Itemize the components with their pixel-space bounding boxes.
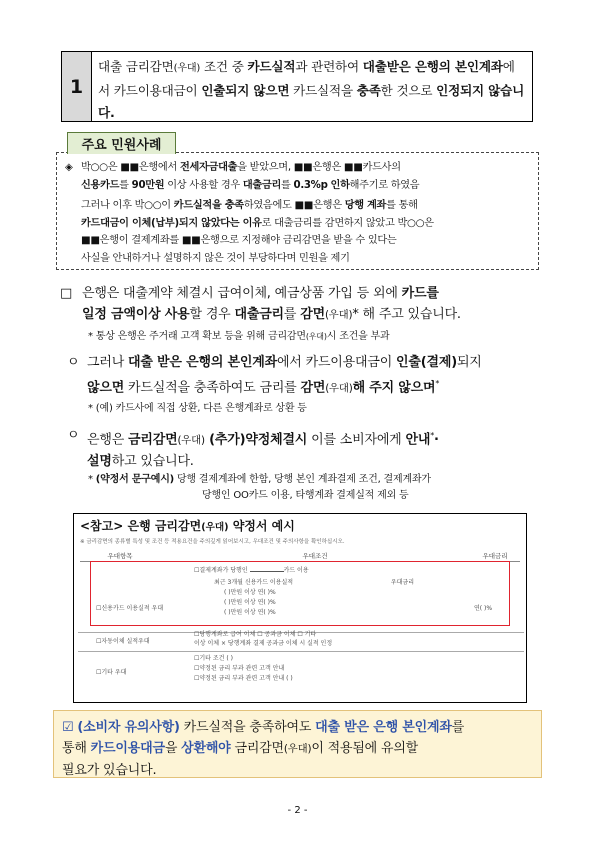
reference-cell: ☐결제계좌가 당행인 카드 이용 [194,567,309,574]
text-seg: 에서 카드이용대금이 [98,59,515,98]
case-line: 그러나 이후 박○○이 카드실적을 충족하였음에도 ■■은행은 당행 계좌를 통해 [81,200,418,211]
text-seg: 한 것으로 [380,83,437,98]
reference-cell: ☐기타 조건 ( ) ☐약정된 금리 부과 관련 고객 안내 ☐약정된 금리 부과 관련 고객 안내 ( ) [194,655,293,682]
reference-rate: 연( )% [474,605,493,612]
square-bullet-icon: □ [60,286,73,301]
reference-header-row: 우대항목 우대조건 우대금리 [80,551,520,562]
text-seg: (우대) [173,63,201,74]
page-number: - 2 - [287,805,308,816]
consumer-caution-box: ☑ (소비자 유의사항) 카드실적을 충족하여도 대출 받은 은행 본인계좌를 통해 카드이용대금을 상환해야 금리감면(우대)이 적용됨에 유의할 필요가 있습니다. [53,710,542,778]
reference-item: ☐자동이체 실적우대 [96,638,150,645]
reference-title: <참고> 은행 금리감면(우대) 약정서 예시 [80,519,295,533]
cases-tab-title: 주요 민원사례 [67,132,176,154]
case-line: 사실을 안내하거나 설명하지 않은 것이 부당하다며 민원을 제기 [81,252,350,264]
reference-cell: ☐당행계좌로 급여 이체 ☐ 공과금 이체 ☐ 기타 이상 이체 × 당행계좌 결제 공과금 이체 시 실적 인정 [194,631,333,647]
text-seg: 과 관련하여 [295,59,363,74]
note-2: * (예) 카드사에 직접 상환, 다른 은행계좌로 상환 등 [88,403,307,414]
paragraph-1: □ 은행은 대출계약 체결시 급여이체, 예금상품 가입 등 외에 카드를 일정 금액이상 사용할 경우 대출금리를 감면(우대)* 해 주고 있습니다. [60,283,540,326]
text-seg: 카드실적을 [289,83,357,98]
reference-subheader: 최근 3개월 신용카드 이용실적 우대금리 [214,579,414,586]
text-seg: 충족 [356,83,381,98]
complaint-case-box [56,152,539,270]
text-seg: 인정되지 않습니다. [98,83,525,120]
case-line: 카드대금이 이체(납부)되지 않았다는 이유로 대출금리를 감면하지 않았고 박○○은 [81,217,434,229]
key-point-box [61,51,533,122]
text-seg: 대출받은 은행의 본인계좌 [362,59,503,74]
reference-rows: ( )만원 이상 연( )% ( )만원 이상 연( )% ( )만원 이상 연( )% [224,589,276,616]
note-3: * (약정서 문구예시) 당행 결제계좌에 한함, 당행 본인 계좌결제 조건, 결제계좌가 당행인 OO카드 이용, 타행계좌 결제실적 제외 등 [88,474,431,501]
case-line: 신용카드를 90만원 이상 사용할 경우 대출금리를 0.3%p 인하해주기로 하였음 [81,179,420,191]
circle-bullet-icon: ㅇ [67,355,80,370]
checkbox-icon: ☑ [62,720,74,735]
paragraph-2: ㅇ 그러나 대출 받은 은행의 본인계좌에서 카드이용대금이 인출(결제)되지 않으면 카드실적을 충족하여도 금리를 감면(우대)해 주지 않으며* [67,352,542,399]
text-seg: 대출 금리감면 [98,59,174,74]
case-line: ■■은행이 결제계좌를 ■■은행으로 지정해야 금리감면을 받을 수 있다는 [81,235,397,246]
text-seg: 인출되지 않으면 [201,83,290,98]
text-seg: 조건 중 [200,59,248,74]
case-line [65,159,532,177]
note-1: * 통상 은행은 주거래 고객 확보 등을 위해 금리감면(우대)시 조건을 부과 [88,331,390,342]
paragraph-3: ㅇ 은행은 금리감면(우대) (추가)약정체결시 이를 소비자에게 안내*· 설명하고 있습니다. [67,425,542,472]
point-number: 1 [62,52,92,121]
case-text: 박○○은 ■■은행에서 전세자금대출을 받았으며, ■■은행은 ■■카드사의 [81,162,401,173]
circle-bullet-icon: ㅇ [67,428,80,443]
reference-description: ※ 금리감면의 종류별 특성 및 조건 등 적용요건을 주의깊게 읽어보시고, 우대조건 및 주의사항을 확인하십시오. [80,539,345,545]
diamond-bullet-icon: ◈ [65,162,73,173]
key-point-text [92,52,532,121]
reference-item: ☐신용카드 이용실적 우대 [96,605,164,612]
reference-item: ☐기타 우대 [96,669,127,676]
text-seg: 카드실적 [247,59,296,74]
reference-contract-example [73,513,527,703]
